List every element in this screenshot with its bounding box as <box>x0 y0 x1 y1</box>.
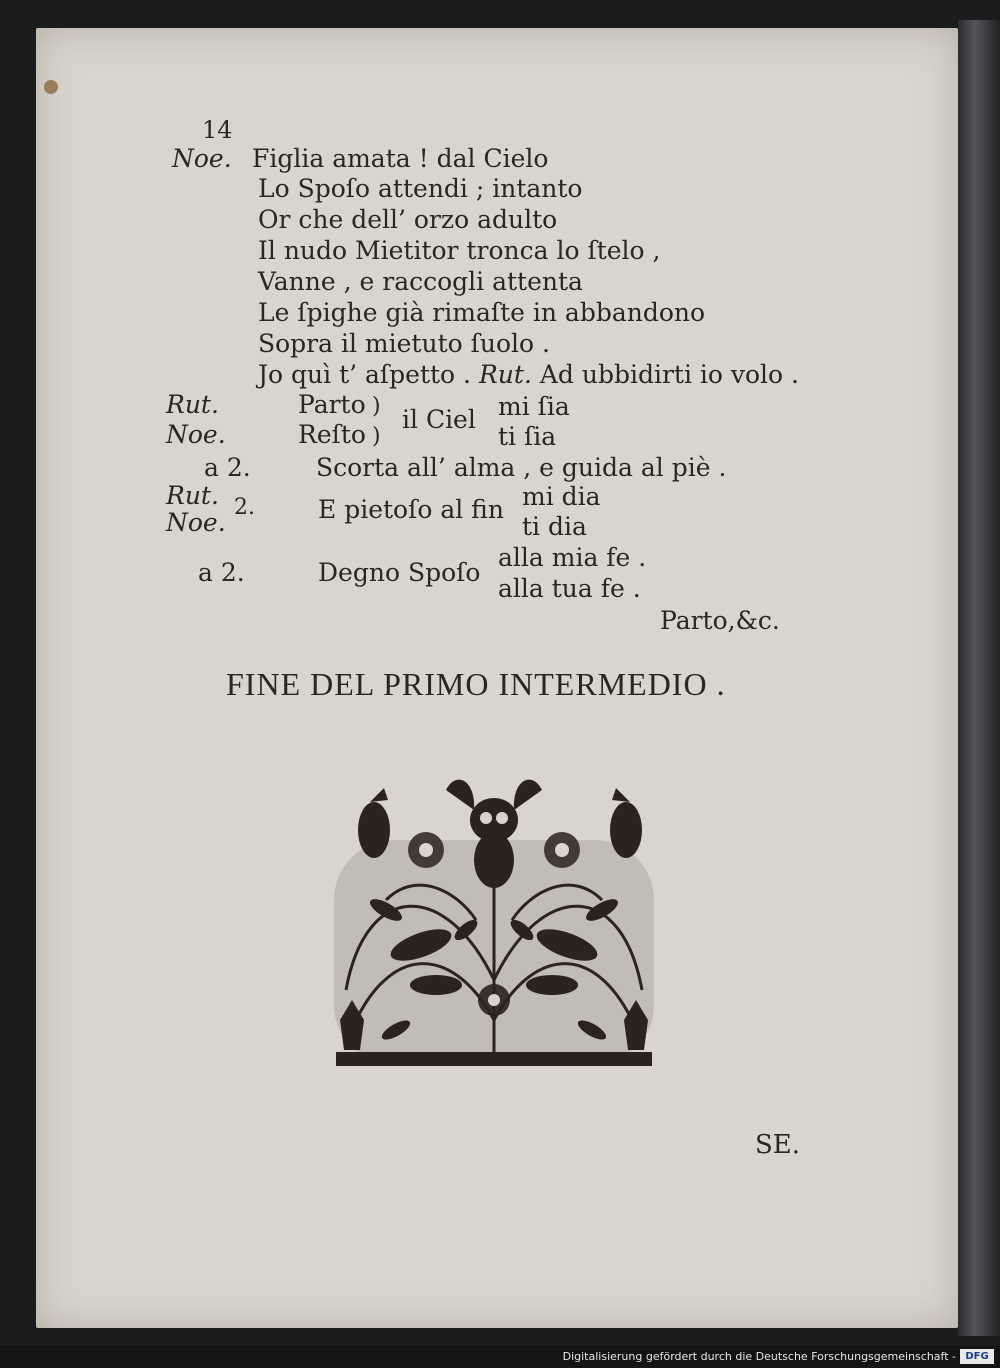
duet-ending: alla mia fe . <box>498 543 647 572</box>
cue-text: Parto,&c. <box>660 606 780 635</box>
ink-smudge <box>44 80 58 94</box>
verse-line: Il nudo Mietitor tronca lo ſtelo , <box>258 236 661 265</box>
verse-line: Scorta all’ alma , e guida al piè . <box>316 453 727 482</box>
speaker-label: Rut. <box>166 481 219 510</box>
verse-line: Figlia amata ! dal Cielo <box>252 144 549 173</box>
duet-ending: mi ſia <box>498 392 570 421</box>
page-number: 14 <box>202 116 233 144</box>
verse-line: Le ſpighe già rimaſte in abbandono <box>258 298 706 327</box>
speaker-label: Rut. <box>478 360 532 389</box>
verse-line: Lo Spoſo attendi ; intanto <box>258 174 583 203</box>
duet-middle: Degno Spoſo <box>318 558 481 587</box>
catchword: SE. <box>755 1130 801 1160</box>
a2-label: a 2. <box>198 558 245 587</box>
verse-line: Or che dell’ orzo adulto <box>258 205 558 234</box>
verse-line <box>258 362 799 387</box>
brace-mark: ) <box>372 424 381 449</box>
a2-label: a 2. <box>204 453 251 482</box>
verse-line: Vanne , e raccogli attenta <box>258 267 583 296</box>
book-gutter <box>958 20 1000 1336</box>
a2-label: 2. <box>234 495 255 520</box>
duet-word: Parto <box>298 390 366 419</box>
brace-mark: ) <box>372 394 381 419</box>
footer-credit: Digitalisierung gefördert durch die Deutsche Forschungsgemeinschaft - <box>562 1350 956 1363</box>
duet-middle: il Ciel <box>402 405 476 434</box>
dfg-logo-icon: DFG <box>960 1349 994 1364</box>
speaker-label: Rut. <box>166 390 219 419</box>
speaker-label: Noe. <box>166 508 226 537</box>
section-title: FINE DEL PRIMO INTERMEDIO . <box>226 666 726 702</box>
duet-word: Reſto <box>298 420 366 449</box>
woodcut-ornament-image <box>326 760 662 1072</box>
duet-ending: alla tua fe . <box>498 574 641 603</box>
duet-middle: E pietoſo al fin <box>318 495 504 524</box>
duet-ending: ti dia <box>522 512 587 541</box>
footer-bar <box>0 1346 1000 1368</box>
speaker-label: Noe. <box>166 420 226 449</box>
verse-fragment: Jo quì t’ aſpetto . <box>258 360 472 389</box>
duet-ending: mi dia <box>522 482 601 511</box>
duet-ending: ti ſia <box>498 422 557 451</box>
verse-line: Sopra il mietuto ſuolo . <box>258 329 550 358</box>
verse-fragment: Ad ubbidirti io volo . <box>539 360 799 389</box>
speaker-label: Noe. <box>172 144 232 173</box>
